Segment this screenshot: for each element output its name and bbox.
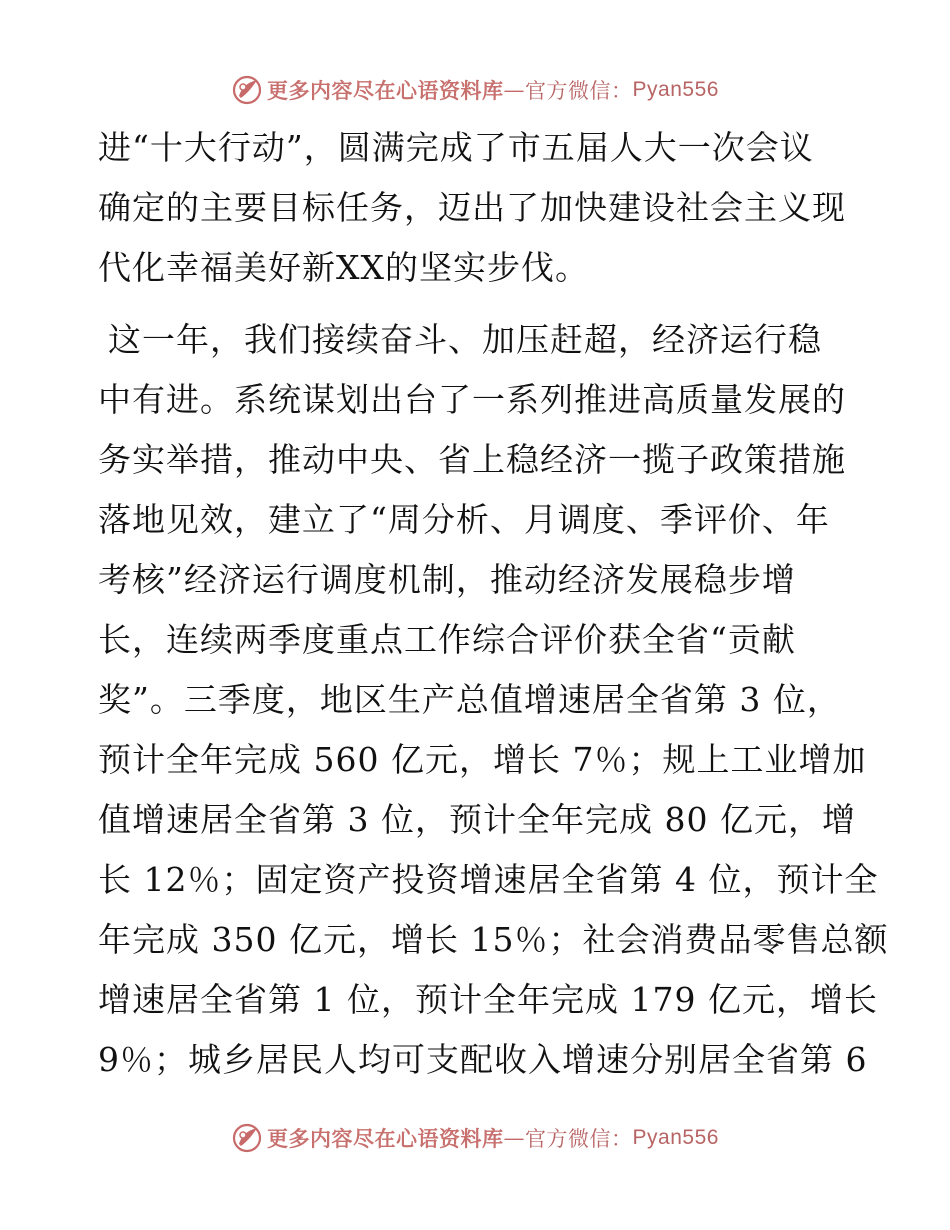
text-line: 预计全年完成 560 亿元，增长 7％；规上工业增加 [98,740,867,779]
text-line: 这一年，我们接续奋斗、加压赶超，经济运行稳 [108,320,822,359]
paragraph-2 [98,310,889,1090]
text-line: 进“十大行动”，圆满完成了市五届人大一次会议 [98,128,814,167]
text-line: 9％；城乡居民人均可支配收入增速分别居全省第 6 [98,1040,868,1079]
banner-official-label: 官方微信： [525,79,633,103]
document-body [98,118,889,1090]
banner-brand-text: 更多内容尽在心语资料库 [267,1126,504,1151]
text-line: 长 12％；固定资产投资增速居全省第 4 位，预计全 [98,860,879,899]
text-line: 确定的主要目标任务，迈出了加快建设社会主义现 [98,188,846,227]
text-line: 落地见效，建立了“周分析、月调度、季评价、年 [98,500,830,539]
text-line: 增速居全省第 1 位，预计全年完成 179 亿元，增长 [98,980,878,1019]
text-line: 奖”。三季度，地区生产总值增速居全省第 3 位， [98,680,841,719]
text-line: 长，连续两季度重点工作综合评价获全省“贡献 [98,620,796,659]
banner-brand-text: 更多内容尽在心语资料库 [267,78,504,103]
brand-logo-icon [231,1122,263,1154]
paragraph-1 [98,118,858,298]
text-line: 年完成 350 亿元，增长 15％；社会消费品零售总额 [98,920,889,959]
header-watermark-banner [0,70,950,110]
banner-dash: — [503,78,526,102]
banner-dash: — [503,1126,526,1150]
text-line: 考核”经济运行调度机制，推动经济发展稳步增 [98,560,796,599]
footer-watermark-banner [0,1118,950,1158]
text-line: 务实举措，推动中央、省上稳经济一揽子政策措施 [98,440,846,479]
text-line: 值增速居全省第 3 位，预计全年完成 80 亿元，增 [98,800,856,839]
text-line: 中有进。系统谋划出台了一系列推进高质量发展的 [98,380,846,419]
banner-wechat-id: Pyan556 [632,1126,719,1149]
brand-logo-icon [231,74,263,106]
banner-official-label: 官方微信： [525,1127,633,1151]
banner-wechat-id: Pyan556 [632,78,719,101]
text-line: 代化幸福美好新XX的坚实步伐。 [98,248,589,287]
